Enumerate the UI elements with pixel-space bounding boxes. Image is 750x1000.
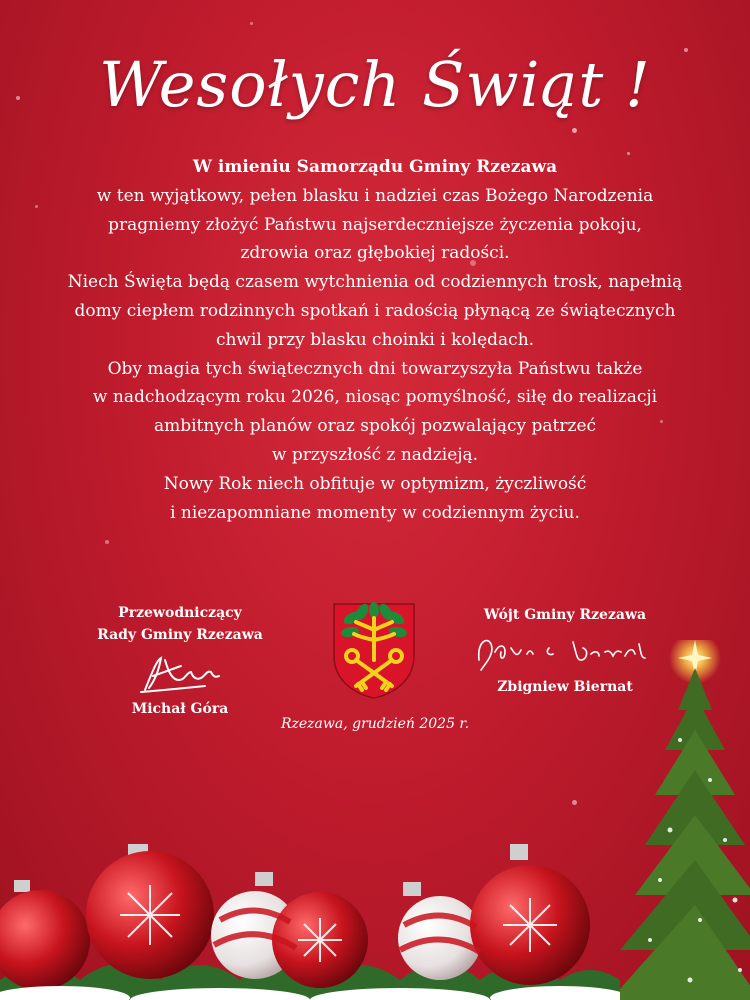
letter-line: chwil przy blasku choinki i kolędach.: [215, 329, 535, 350]
letter-line: pragniemy złożyć Państwu najserdeczniejsze życzenia pokoju,: [108, 214, 642, 235]
letter-line: i niezapomniane momenty w codziennym życiu.: [170, 502, 580, 523]
letter-line: ambitnych planów oraz spokój pozwalający patrzeć: [153, 416, 597, 437]
signatory-left-role-2: Rady Gminy Rzezawa: [97, 627, 263, 643]
signature-left-icon: [135, 650, 225, 696]
letter-line: Niech Święta będą czasem wytchnienia od codziennych trosk, napełnią: [67, 272, 683, 293]
letter-line: W imieniu Samorządu Gminy Rzezawa: [192, 157, 558, 177]
letter-line: w nadchodzącym roku 2026, niosąc pomyślność, siłę do realizacji: [92, 387, 658, 408]
signatory-left-role-1: Przewodniczący: [118, 605, 242, 621]
letter-line: Oby magia tych świątecznych dni towarzyszyła Państwu także: [107, 358, 643, 379]
greeting-title: Wesołych Świąt !: [99, 48, 651, 121]
letter-body: [20, 153, 730, 527]
signatory-left-name: Michał Góra: [131, 701, 229, 717]
coat-of-arms-icon: [330, 600, 418, 700]
snow-dot: [105, 540, 109, 544]
ornaments-decoration-icon: [0, 830, 620, 1000]
letter-line: Nowy Rok niech obfituje w optymizm, życzliwość: [163, 473, 587, 494]
snow-dot: [250, 22, 253, 25]
letter-line: domy ciepłem rodzinnych spotkań i radością płynącą ze świątecznych: [74, 300, 676, 321]
signatory-right-role-1: Wójt Gminy Rzezawa: [483, 607, 647, 623]
letter-line: w ten wyjątkowy, pełen blasku i nadziei czas Bożego Narodzenia: [96, 185, 654, 206]
date-line: Rzezawa, grudzień 2025 r.: [280, 716, 470, 732]
signatory-right-name: Zbigniew Biernat: [497, 679, 633, 695]
letter-line: zdrowia oraz głębokiej radości.: [240, 243, 510, 264]
signatory-left: [70, 602, 290, 720]
snow-dot: [572, 128, 577, 133]
letter-line: w przyszłość z nadzieją.: [271, 444, 479, 465]
